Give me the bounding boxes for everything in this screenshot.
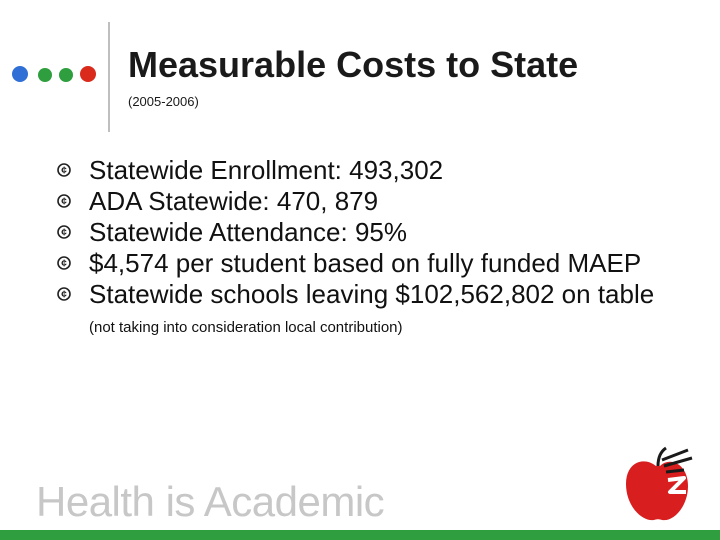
svg-text:¢: ¢ xyxy=(61,196,67,208)
decor-dot-red xyxy=(80,66,96,82)
footer-accent-bar xyxy=(0,530,720,540)
svg-text:¢: ¢ xyxy=(61,289,67,301)
bullet-icon xyxy=(57,225,71,239)
svg-text:¢: ¢ xyxy=(61,227,67,239)
bullet-item xyxy=(56,218,666,247)
bullet-icon xyxy=(57,163,71,177)
apple-logo-icon xyxy=(622,440,694,526)
bullet-item xyxy=(56,280,666,342)
slide-subtitle: (2005-2006) xyxy=(128,94,199,109)
bullet-text: $4,574 per student based on fully funded MAEP xyxy=(89,248,642,278)
bullet-text: Statewide Enrollment: 493,302 xyxy=(89,155,444,185)
bullet-text: Statewide Attendance: 95% xyxy=(89,217,408,247)
decor-dot-blue xyxy=(12,66,28,82)
bullet-item xyxy=(56,187,666,216)
bullet-icon xyxy=(57,194,71,208)
bullet-text: ADA Statewide: 470, 879 xyxy=(89,186,379,216)
slide-title: Measurable Costs to State xyxy=(128,44,579,85)
bullet-icon xyxy=(57,256,71,270)
title-divider xyxy=(108,22,110,132)
svg-text:¢: ¢ xyxy=(61,258,67,270)
decor-dot-green-2 xyxy=(59,68,73,82)
footer-logo-text: Health is Academic xyxy=(36,478,385,525)
decor-dot-green-1 xyxy=(38,68,52,82)
bullet-note: (not taking into consideration local contribution) xyxy=(89,319,403,336)
bullet-item xyxy=(56,249,666,278)
bullet-icon xyxy=(57,287,71,301)
bullet-list xyxy=(56,156,666,344)
bullet-text: Statewide schools leaving $102,562,802 on table xyxy=(89,279,655,309)
svg-text:¢: ¢ xyxy=(61,165,67,177)
bullet-item xyxy=(56,156,666,185)
